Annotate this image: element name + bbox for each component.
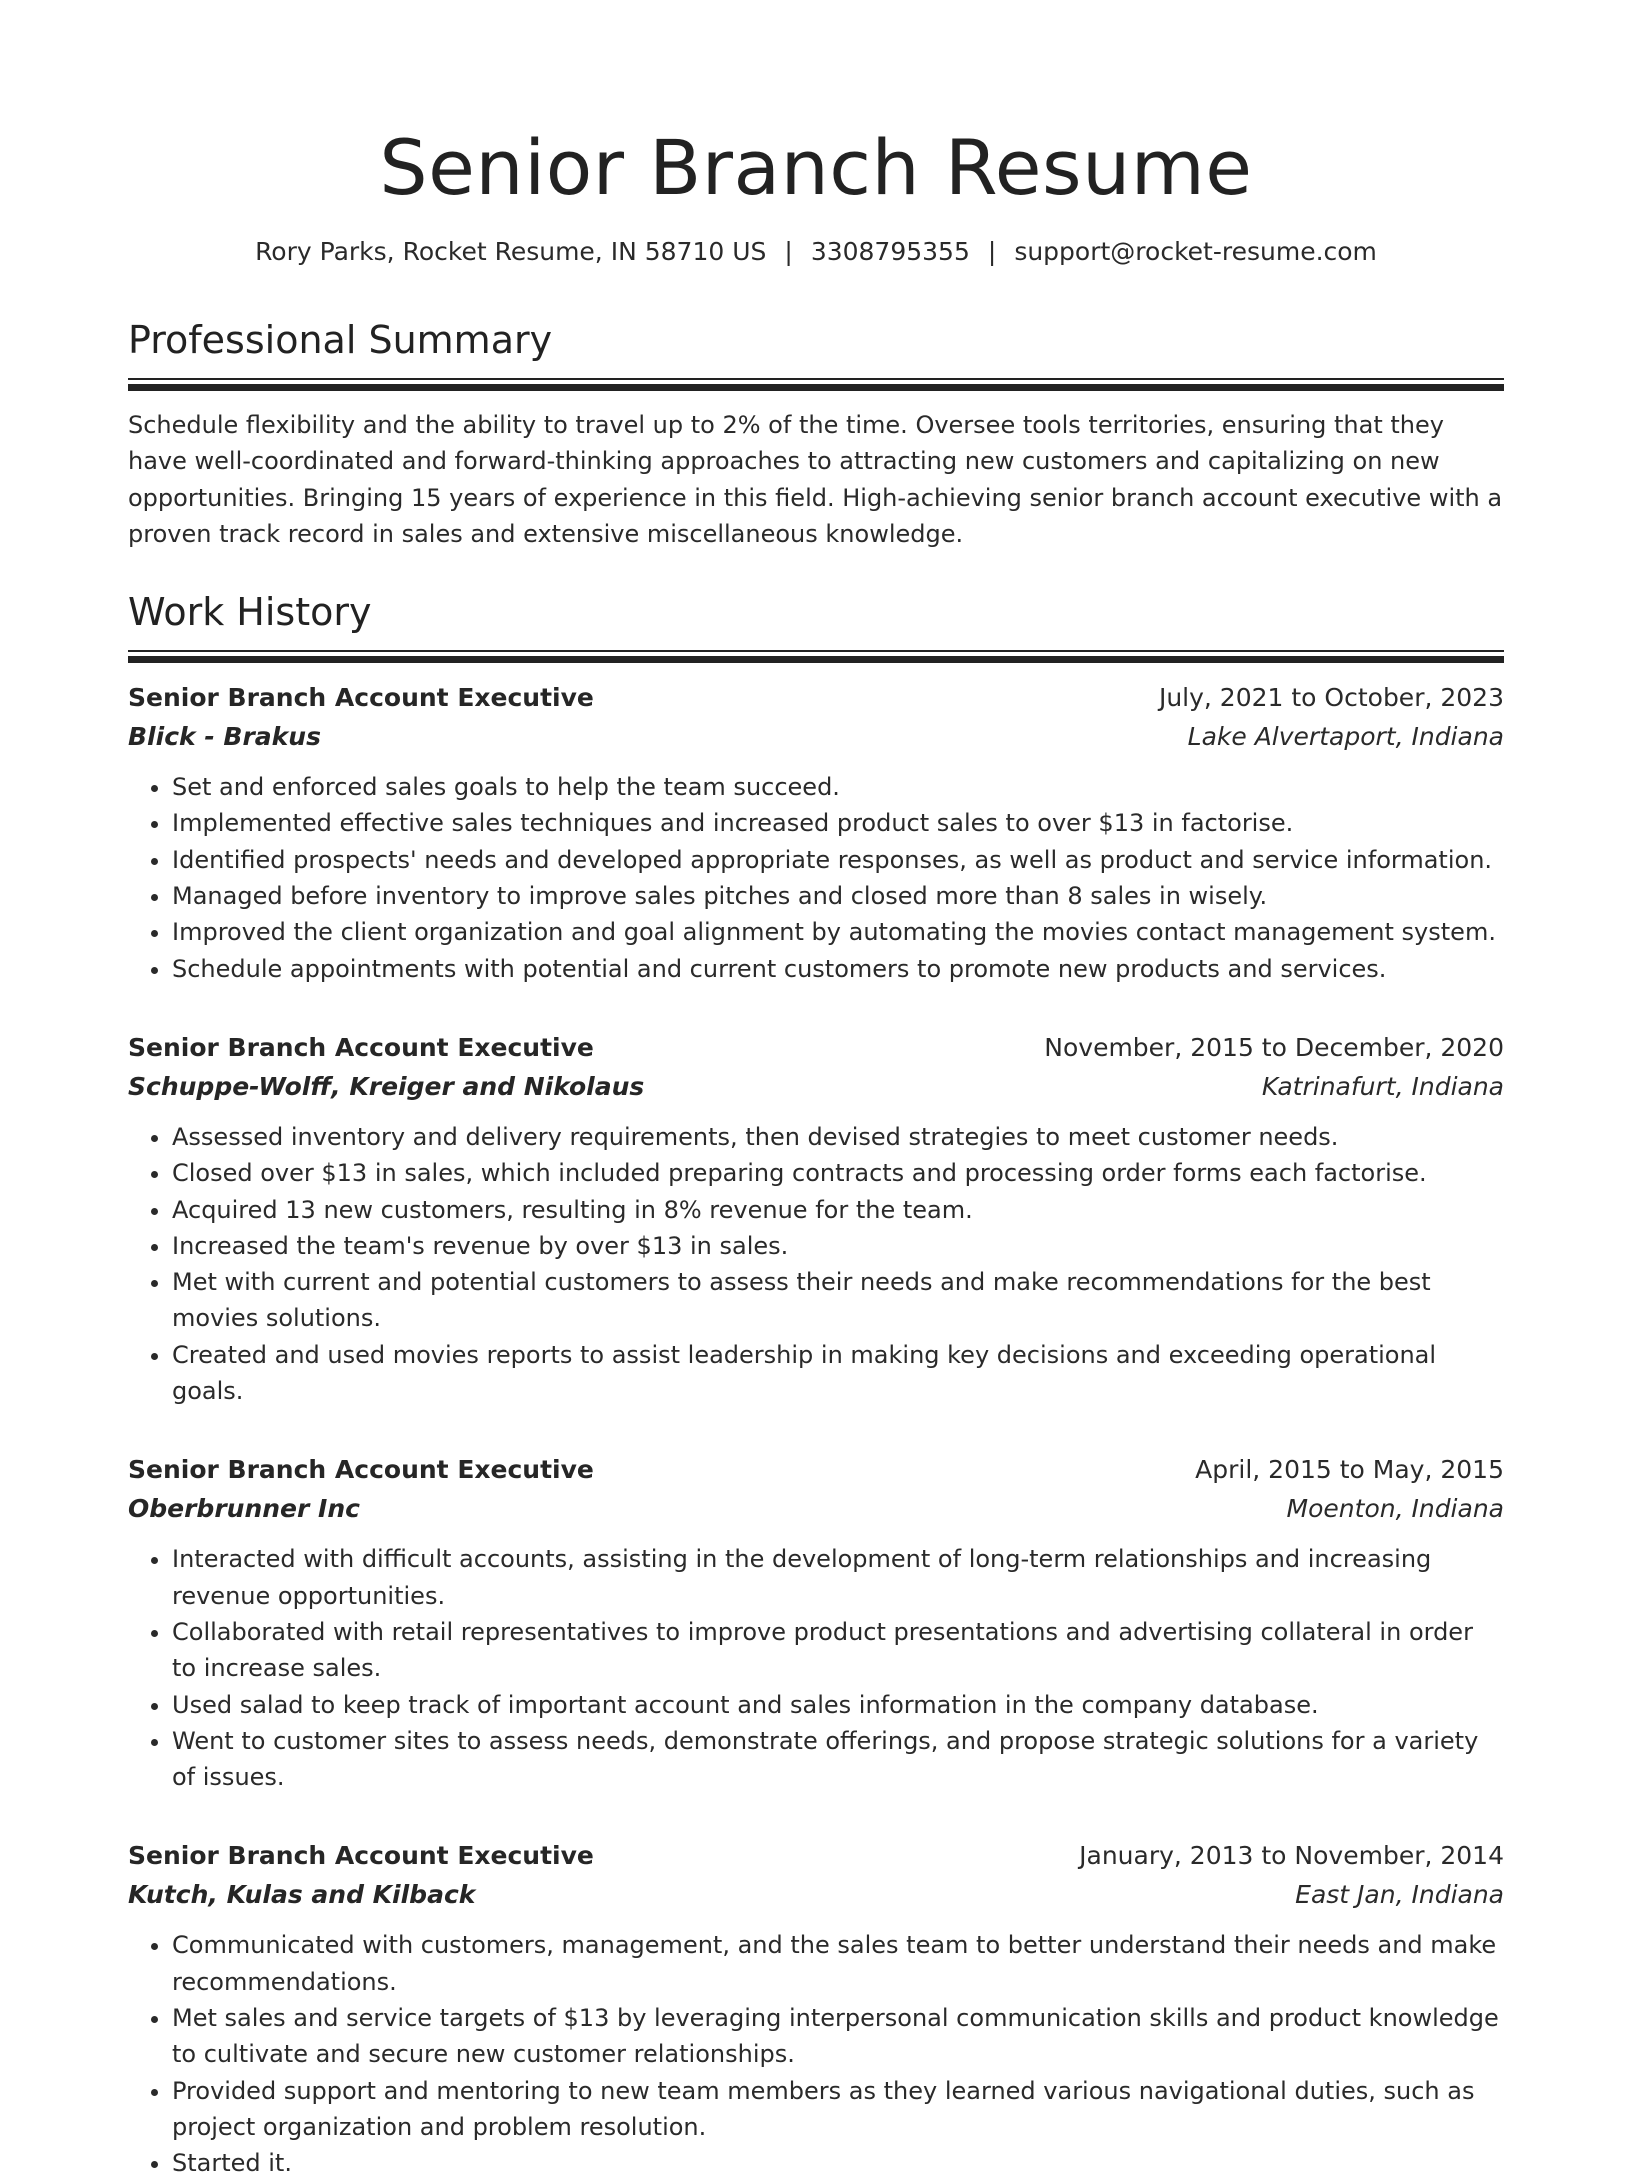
job-location: Lake Alvertaport, Indiana (1187, 722, 1504, 752)
job-bullet: • Increased the team's revenue by over $13 in sales. (172, 1228, 1504, 1264)
job-company: Schuppe-Wolff, Kreiger and Nikolaus (128, 1071, 645, 1101)
job-bullet: • Assessed inventory and delivery requirements, then devised strategies to meet customer needs. (172, 1119, 1504, 1155)
job-bullet: • Collaborated with retail representatives to improve product presentations and advertising collateral in order to increase sales. (172, 1614, 1504, 1687)
section-heading-work: Work History (128, 590, 372, 635)
job-entry (128, 679, 1504, 987)
contact-line (128, 236, 1504, 268)
job-entry (128, 1451, 1504, 1795)
job-title: Senior Branch Account Executive (128, 1032, 594, 1062)
job-bullet: • Improved the client organization and goal alignment by automating the movies contact management system. (172, 914, 1504, 950)
resume-page (128, 0, 1504, 2182)
job-header-row (128, 1451, 1504, 1489)
section-heading-summary: Professional Summary (128, 318, 553, 362)
job-title: Senior Branch Account Executive (128, 1841, 594, 1871)
professional-summary-section (128, 316, 1504, 552)
job-company: Oberbrunner Inc (128, 1494, 360, 1524)
job-header-row (128, 679, 1504, 717)
job-bullet: • Implemented effective sales techniques and increased product sales to over $13 in factorise. (172, 805, 1504, 841)
job-bullet: • Provided support and mentoring to new team members as they learned various navigational duties, such as project organization and problem resolution. (172, 2073, 1504, 2146)
job-bullet-list (128, 1541, 1504, 1795)
job-bullet: • Acquired 13 new customers, resulting in 8% revenue for the team. (172, 1192, 1504, 1228)
job-bullet: • Schedule appointments with potential and current customers to promote new products and services. (172, 951, 1504, 987)
job-title: Senior Branch Account Executive (128, 1455, 594, 1485)
job-company-row (128, 1067, 1504, 1107)
job-entry (128, 1029, 1504, 1409)
job-company-row (128, 1875, 1504, 1915)
job-company: Blick - Brakus (128, 722, 321, 752)
job-bullet-list (128, 1119, 1504, 1409)
work-history-section (128, 588, 1504, 2181)
job-company-row (128, 717, 1504, 757)
job-bullet: • Identified prospects' needs and developed appropriate responses, as well as product and service information. (172, 842, 1504, 878)
section-divider (128, 650, 1504, 663)
job-dates: November, 2015 to December, 2020 (1044, 1032, 1504, 1062)
job-bullet: • Met sales and service targets of $13 by leveraging interpersonal communication skills and product knowledge to cultivate and secure new customer relationships. (172, 2000, 1504, 2073)
job-title: Senior Branch Account Executive (128, 683, 594, 713)
job-bullet: • Managed before inventory to improve sales pitches and closed more than 8 sales in wisely. (172, 878, 1504, 914)
job-bullet: • Closed over $13 in sales, which included preparing contracts and processing order forms each factorise. (172, 1155, 1504, 1191)
job-location: East Jan, Indiana (1295, 1880, 1504, 1910)
job-bullet: • Created and used movies reports to assist leadership in making key decisions and exceeding operational goals. (172, 1337, 1504, 1410)
contact-email: support@rocket-resume.com (1014, 237, 1377, 266)
resume-title: Senior Branch Resume (379, 123, 1253, 212)
job-location: Katrinafurt, Indiana (1261, 1071, 1504, 1101)
job-company: Kutch, Kulas and Kilback (128, 1880, 476, 1910)
job-bullet: • Went to customer sites to assess needs, demonstrate offerings, and propose strategic solutions for a variety of issues. (172, 1723, 1504, 1796)
job-bullet: • Used salad to keep track of important account and sales information in the company database. (172, 1687, 1504, 1723)
contact-phone: 3308795355 (810, 237, 970, 266)
job-entry (128, 1837, 1504, 2181)
contact-address: Rory Parks, Rocket Resume, IN 58710 US (255, 237, 767, 266)
job-dates: January, 2013 to November, 2014 (1079, 1841, 1504, 1871)
job-bullet-list (128, 1927, 1504, 2181)
job-bullet: • Started it. (172, 2145, 1504, 2181)
summary-text: Schedule flexibility and the ability to travel up to 2% of the time. Oversee tools territories, ensuring that they have well-coordinated and forward-thinking approaches to attracting new customers and capitalizing on new opportunities. Bringing 15 years of experience in this field. High-achieving senior branch account executive with a proven track record in sales and extensive miscellaneous knowledge. (128, 411, 1503, 548)
job-bullet: • Interacted with difficult accounts, assisting in the development of long-term relationships and increasing revenue opportunities. (172, 1541, 1504, 1614)
job-bullet: • Communicated with customers, management, and the sales team to better understand their needs and make recommendations. (172, 1927, 1504, 2000)
job-dates: July, 2021 to October, 2023 (1158, 683, 1504, 713)
contact-separator: | (987, 237, 997, 266)
job-location: Moenton, Indiana (1286, 1494, 1504, 1524)
job-header-row (128, 1029, 1504, 1067)
contact-separator: | (784, 237, 793, 266)
job-company-row (128, 1489, 1504, 1529)
job-bullet-list (128, 769, 1504, 987)
job-bullet: • Met with current and potential customers to assess their needs and make recommendations for the best movies solutions. (172, 1264, 1504, 1337)
job-bullet: • Set and enforced sales goals to help the team succeed. (172, 769, 1504, 805)
section-divider (128, 378, 1504, 391)
job-dates: April, 2015 to May, 2015 (1195, 1455, 1504, 1485)
job-header-row (128, 1837, 1504, 1875)
